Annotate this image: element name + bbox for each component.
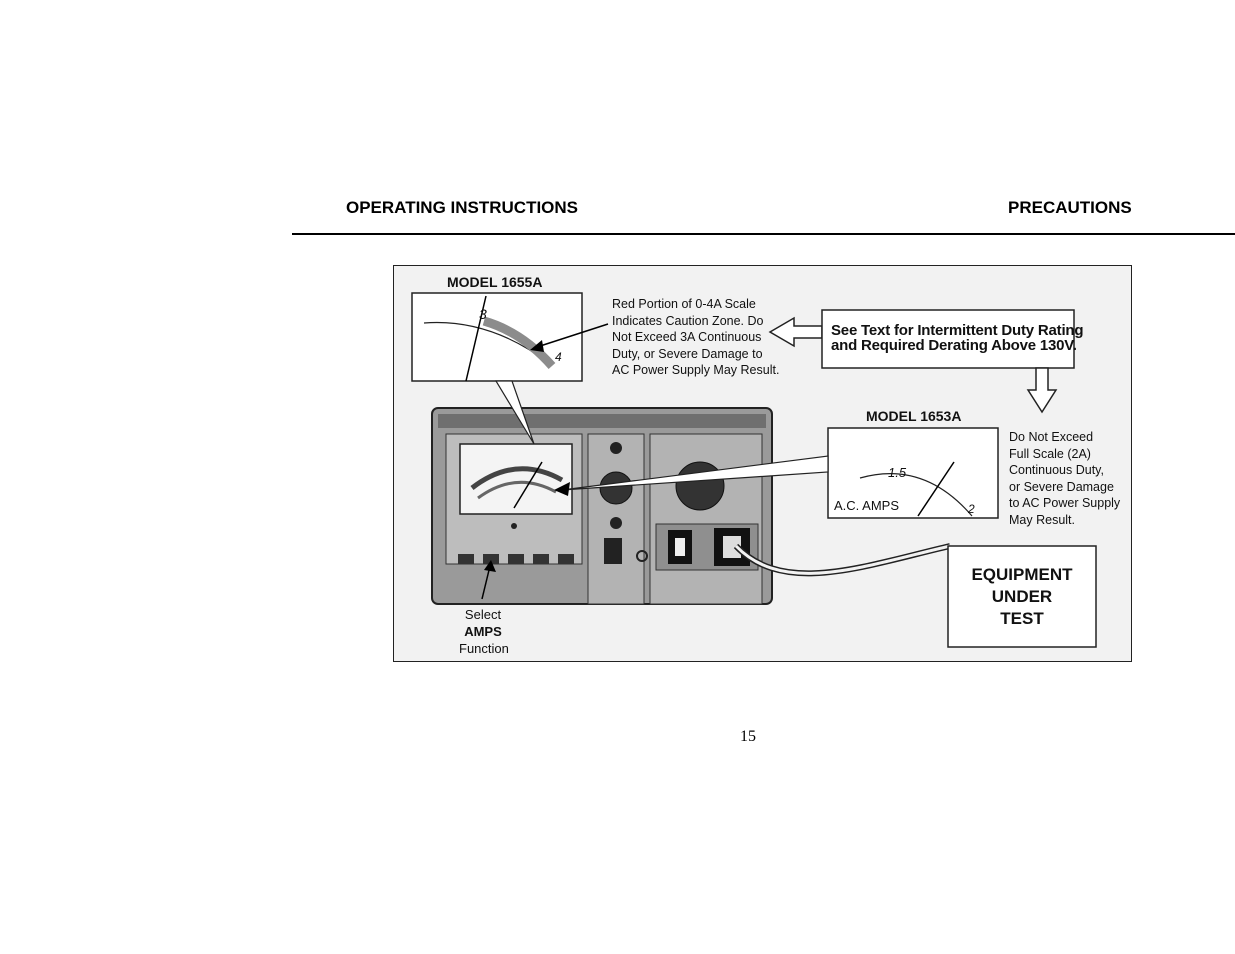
ac-panel xyxy=(650,434,762,604)
note-1655-line: AC Power Supply May Result. xyxy=(612,363,780,377)
note-1653-line: to AC Power Supply xyxy=(1009,496,1121,510)
front-panel-strip xyxy=(438,414,766,428)
meter-1653-units-label: A.C. AMPS xyxy=(834,498,900,513)
callout-line: and Required Derating Above 130V. xyxy=(831,337,1077,354)
select-amps-label xyxy=(459,606,507,657)
select-label-line: Select xyxy=(464,607,502,622)
down-arrow xyxy=(1028,368,1056,412)
figure-panel xyxy=(393,265,1132,662)
callout-line: See Text for Intermittent Duty Rating xyxy=(831,322,1084,339)
equipment-under-test-label xyxy=(948,564,1096,630)
callout-text xyxy=(831,323,1083,353)
equipment-line: UNDER xyxy=(991,587,1053,606)
note-1655 xyxy=(612,296,779,379)
header-rule xyxy=(292,233,1235,235)
note-1653-line: Full Scale (2A) xyxy=(1009,446,1091,461)
temp-knob xyxy=(600,472,632,504)
note-1655-line: Red Portion of 0-4A Scale xyxy=(612,297,756,311)
equipment-line: TEST xyxy=(1000,609,1044,628)
note-1655-line: Indicates Caution Zone. Do xyxy=(612,313,764,328)
page-number: 15 xyxy=(740,728,756,745)
section-title-right: PRECAUTIONS xyxy=(1008,198,1132,217)
meter-1655-model-label: MODEL 1655A xyxy=(447,274,543,290)
power-switch xyxy=(604,538,622,564)
note-1653-line: Continuous Duty, xyxy=(1009,463,1104,477)
note-1655-line: Not Exceed 3A Continuous xyxy=(612,330,762,344)
select-label-line: Function xyxy=(459,641,509,656)
note-1653-line: Do Not Exceed xyxy=(1009,430,1094,444)
section-title-left: OPERATING INSTRUCTIONS xyxy=(346,198,579,217)
meter-1655-tick-4: 4 xyxy=(555,350,562,364)
note-1653-line: May Result. xyxy=(1009,512,1075,527)
ac-volts-knob xyxy=(676,462,724,510)
meter-1653-tick-2: 2 xyxy=(968,502,975,516)
note-1653 xyxy=(1009,429,1120,528)
note-1655-line: Duty, or Severe Damage to xyxy=(612,346,763,361)
meter-1653-model-label: MODEL 1653A xyxy=(866,408,962,424)
select-label-line: AMPS xyxy=(464,624,502,639)
meter-1653-tick-1-5: 1.5 xyxy=(888,465,907,480)
note-1653-line: or Severe Damage xyxy=(1009,479,1114,494)
meter-1655-inset xyxy=(412,293,582,381)
equipment-line: EQUIPMENT xyxy=(971,565,1073,584)
meter-1655-tick-3: 3 xyxy=(479,306,487,322)
